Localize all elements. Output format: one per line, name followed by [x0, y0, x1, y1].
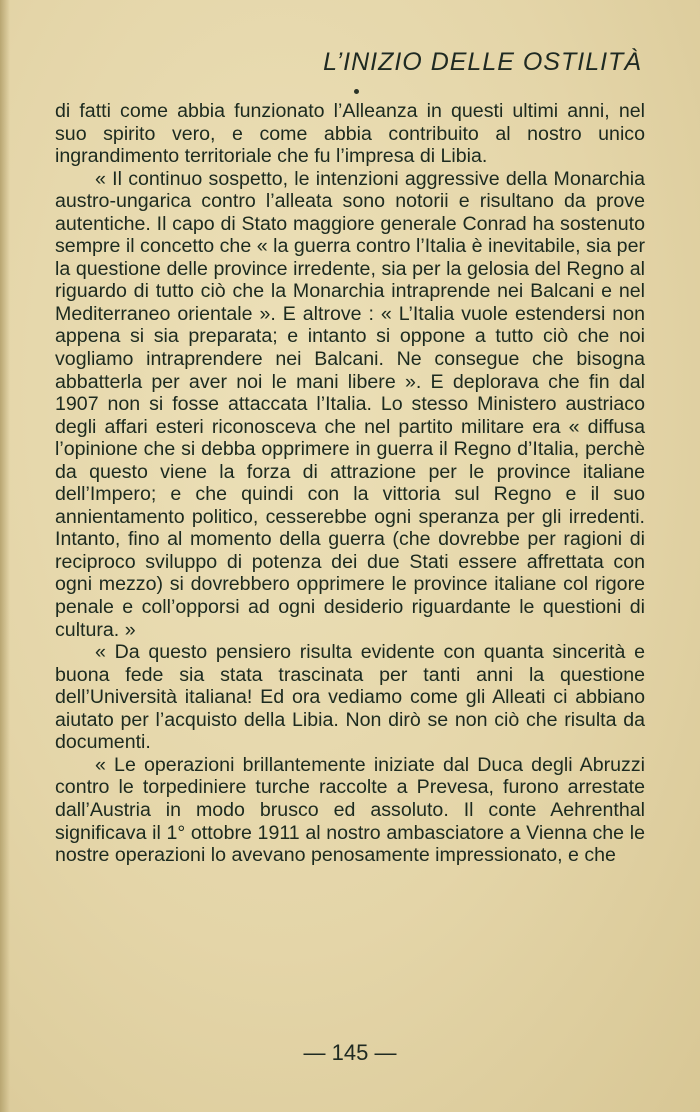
paragraph-3: « Da questo pensiero risulta evidente con quanta sincerità e buona fede sia stata trascinata per tanti anni la questione dell’Università italiana! Ed ora vediamo come gli Alleati ci abbiano aiutato per l’acquisto della Libia. Non dirò se non ciò che risulta da documenti.: [55, 641, 645, 754]
body-text: [55, 100, 645, 867]
paragraph-2: « Il continuo sospetto, le intenzioni aggressive della Monarchia austro-ungarica contro l’alleata sono notorii e risultano da prove autentiche. Il capo di Stato maggiore generale Conrad ha sostenuto sempre il concetto che « la guerra contro l’Italia è inevitabile, sia per la questione delle province irredente, sia per la gelosia del Regno al riguardo di tutto ciò che la Monarchia intraprende nei Balcani e nel Mediterraneo orientale ». E altrove : « L’Italia vuole estendersi non appena si sia preparata; e intanto si oppone a tutto ciò che noi vogliamo intraprendere nei Balcani. Ne consegue che bisogna abbatterla per aver noi le mani libere ». E deplorava che fin dal 1907 non si fosse attaccata l’Italia. Lo stesso Ministero austriaco degli affari esteri riconosceva che nel partito militare era « diffusa l’opinione che si debba opprimere in guerra il Regno d’Italia, perchè da questo viene la forza di attrazione per le province italiane dell’Impero; e che quindi con la vittoria sul Regno e il suo annientamento politico, cesserebbe ogni speranza per gli irredenti. Intanto, fino al momento della guerra (che dovrebbe per ragioni di reciproco sviluppo di potenza dei due Stati essere affrettata con ogni mezzo) si dovrebbero opprimere le province italiane col rigore penale e coll’opporsi ad ogni desiderio riguardante le questioni di cultura. »: [55, 167, 645, 641]
page-number: — 145 —: [303, 1040, 397, 1065]
paragraph-4: « Le operazioni brillantemente iniziate dal Duca degli Abruzzi contro le torpediniere turche raccolte a Prevesa, furono arrestate dall’Austria in modo brusco ed assoluto. Il conte Aehrenthal significava il 1° ottobre 1911 al nostro ambasciatore a Vienna che le nostre operazioni lo avevano penosamente impressionato, e che: [55, 753, 645, 867]
paragraph-1: di fatti come abbia funzionato l’Alleanza in questi ultimi anni, nel suo spirito vero, e come abbia contribuito al nostro unico ingrandimento territoriale che fu l’impresa di Libia.: [55, 100, 645, 168]
header-dot: [354, 89, 359, 94]
page-edge-shadow: [0, 0, 10, 1112]
running-header: L’INIZIO DELLE OSTILITÀ: [323, 48, 642, 76]
